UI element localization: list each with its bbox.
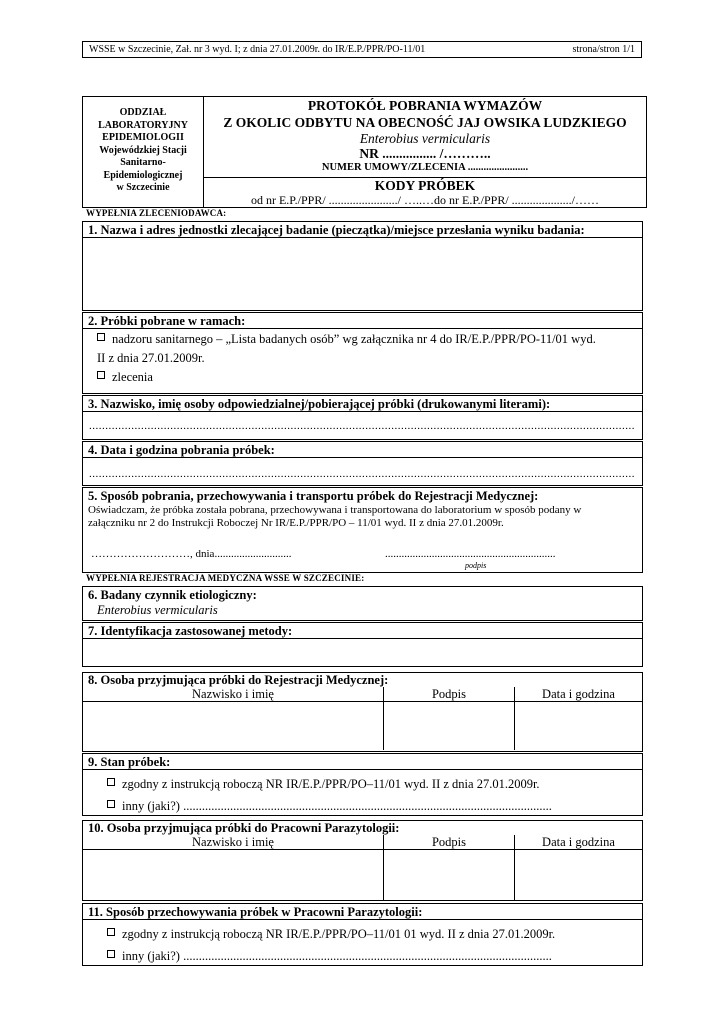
column-datetime: Data i godzina bbox=[542, 835, 615, 849]
section-8 bbox=[82, 672, 643, 752]
section-9 bbox=[82, 753, 643, 816]
parasitology-receiver-signature-cell[interactable] bbox=[384, 850, 515, 900]
receiver-name-cell[interactable] bbox=[83, 702, 384, 750]
registry-section-label: WYPEŁNIA REJESTRACJA MEDYCZNA WSSE W SZCZECINIE: bbox=[86, 573, 365, 583]
sample-codes-heading: KODY PRÓBEK bbox=[204, 177, 646, 193]
section-11 bbox=[82, 903, 643, 966]
title-line-1: PROTOKÓŁ POBRANIA WYMAZÓW bbox=[307, 98, 543, 113]
section-10-title: 10. Osoba przyjmująca próbki do Pracowni Parazytologii: bbox=[88, 821, 400, 835]
declaration-line-2: załączniku nr 2 do Instrukcji Roboczej Nr IR/E.P./PPR/PO – 11/01 wyd. II z dnia 27.01.2009r. bbox=[88, 517, 504, 529]
sanitary-supervision-label-cont: II z dnia 27.01.2009r. bbox=[97, 351, 205, 365]
sample-condition-compliant-checkbox[interactable] bbox=[107, 778, 115, 786]
sample-condition-other-checkbox[interactable] bbox=[107, 800, 115, 808]
order-label: zlecenia bbox=[112, 370, 153, 384]
section-4-title: 4. Data i godzina pobrania próbek: bbox=[83, 442, 642, 458]
sample-condition-compliant-label: zgodny z instrukcją roboczą NR IR/E.P./PPR/PO–11/01 wyd. II z dnia 27.01.2009r. bbox=[122, 777, 540, 791]
protocol-title bbox=[204, 97, 646, 207]
column-datetime: Data i godzina bbox=[542, 687, 615, 701]
title-line-2: Z OKOLIC ODBYTU NA OBECNOŚĆ JAJ OWSIKA LUDZKIEGO bbox=[223, 115, 627, 130]
contract-number-field[interactable]: NUMER UMOWY/ZLECENIA ....................... bbox=[321, 162, 529, 173]
storage-other-checkbox[interactable] bbox=[107, 950, 115, 958]
department-name: ODDZIAŁ LABORATORYJNY EPIDEMIOLOGII Wojewódzkiej Stacji Sanitarno- Epidemiologicznej w Szczecinie bbox=[83, 97, 204, 207]
column-signature: Podpis bbox=[384, 835, 515, 849]
parasitology-receiver-table-header bbox=[83, 835, 642, 850]
section-2-title: 2. Próbki pobrane w ramach: bbox=[83, 313, 642, 329]
registry-receiver-table-row bbox=[83, 702, 642, 750]
responsible-person-field[interactable]: ........................................................................................................................................................................ bbox=[89, 420, 635, 432]
section-2 bbox=[82, 312, 643, 394]
section-11-title: 11. Sposób przechowywania próbek w Pracowni Parazytologii: bbox=[83, 904, 642, 920]
method-identification-field[interactable] bbox=[83, 639, 642, 666]
storage-compliant-checkbox[interactable] bbox=[107, 928, 115, 936]
document-header bbox=[82, 41, 642, 58]
storage-compliant-label: zgodny z instrukcją roboczą NR IR/E.P./PPR/PO–11/01 01 wyd. II z dnia 27.01.2009r. bbox=[122, 927, 556, 941]
sample-condition-other-field[interactable]: inny (jaki?) ...................................................................................................................... bbox=[122, 799, 552, 813]
receiver-datetime-cell[interactable] bbox=[515, 702, 642, 750]
signature-label: podpis bbox=[465, 561, 487, 570]
document-reference: WSSE w Szczecinie, Zał. nr 3 wyd. I; z dnia 27.01.2009r. do IR/E.P./PPR/PO-11/01 bbox=[89, 44, 426, 55]
registry-receiver-table-header bbox=[83, 687, 642, 702]
section-6 bbox=[82, 586, 643, 621]
sanitary-supervision-checkbox[interactable] bbox=[97, 333, 105, 341]
sampling-date-field[interactable]: ........................................................................................................................................................................ bbox=[89, 468, 635, 480]
protocol-number-field[interactable]: NR ................ /……….. bbox=[359, 146, 491, 161]
ordering-unit-stamp-area[interactable] bbox=[83, 238, 642, 308]
title-organism: Enterobius vermicularis bbox=[359, 131, 491, 146]
section-3-title: 3. Nazwisko, imię osoby odpowiedzialnej/pobierającej próbki (drukowanymi literami): bbox=[83, 396, 642, 412]
section-5-title: 5. Sposób pobrania, przechowywania i transportu próbek do Rejestracji Medycznej: bbox=[88, 489, 539, 503]
column-name: Nazwisko i imię bbox=[83, 835, 384, 849]
column-name: Nazwisko i imię bbox=[83, 687, 384, 701]
section-6-title: 6. Badany czynnik etiologiczny: bbox=[88, 588, 257, 602]
section-3 bbox=[82, 395, 643, 440]
declaration-line-1: Oświadczam, że próbka została pobrana, przechowywana i transportowana do laboratorium w sposób podany w bbox=[88, 504, 582, 516]
section-1 bbox=[82, 221, 643, 311]
section-5 bbox=[82, 487, 643, 573]
parasitology-receiver-datetime-cell[interactable] bbox=[515, 850, 642, 900]
page-number: strona/stron 1/1 bbox=[572, 44, 635, 55]
place-date-field[interactable]: ………………………, dnia............................ bbox=[91, 548, 292, 560]
section-10 bbox=[82, 820, 643, 901]
column-signature: Podpis bbox=[384, 687, 515, 701]
section-7 bbox=[82, 622, 643, 667]
order-checkbox[interactable] bbox=[97, 371, 105, 379]
parasitology-receiver-name-cell[interactable] bbox=[83, 850, 384, 900]
parasitology-receiver-table-row bbox=[83, 850, 642, 900]
sanitary-supervision-label: nadzoru sanitarnego – „Lista badanych osób” wg załącznika nr 4 do IR/E.P./PPR/PO-11/01 wyd. bbox=[112, 332, 596, 346]
client-section-label: WYPEŁNIA ZLECENIODAWCA: bbox=[86, 208, 227, 218]
signature-field[interactable]: .............................................................. bbox=[385, 548, 556, 560]
receiver-signature-cell[interactable] bbox=[384, 702, 515, 750]
storage-other-field[interactable]: inny (jaki?) ...................................................................................................................... bbox=[122, 949, 552, 963]
sample-codes-range-field[interactable]: od nr E.P./PPR/ ......................./ …..…do nr E.P./PPR/ ..................../…… bbox=[250, 193, 600, 207]
section-4 bbox=[82, 441, 643, 486]
title-block bbox=[82, 96, 647, 208]
etiological-agent-value: Enterobius vermicularis bbox=[97, 603, 218, 617]
section-9-title: 9. Stan próbek: bbox=[83, 754, 642, 770]
section-8-title: 8. Osoba przyjmująca próbki do Rejestracji Medycznej: bbox=[88, 673, 389, 687]
section-7-title: 7. Identyfikacja zastosowanej metody: bbox=[83, 623, 642, 639]
section-1-title: 1. Nazwa i adres jednostki zlecającej badanie (pieczątka)/miejsce przesłania wyniku badania: bbox=[83, 222, 642, 238]
